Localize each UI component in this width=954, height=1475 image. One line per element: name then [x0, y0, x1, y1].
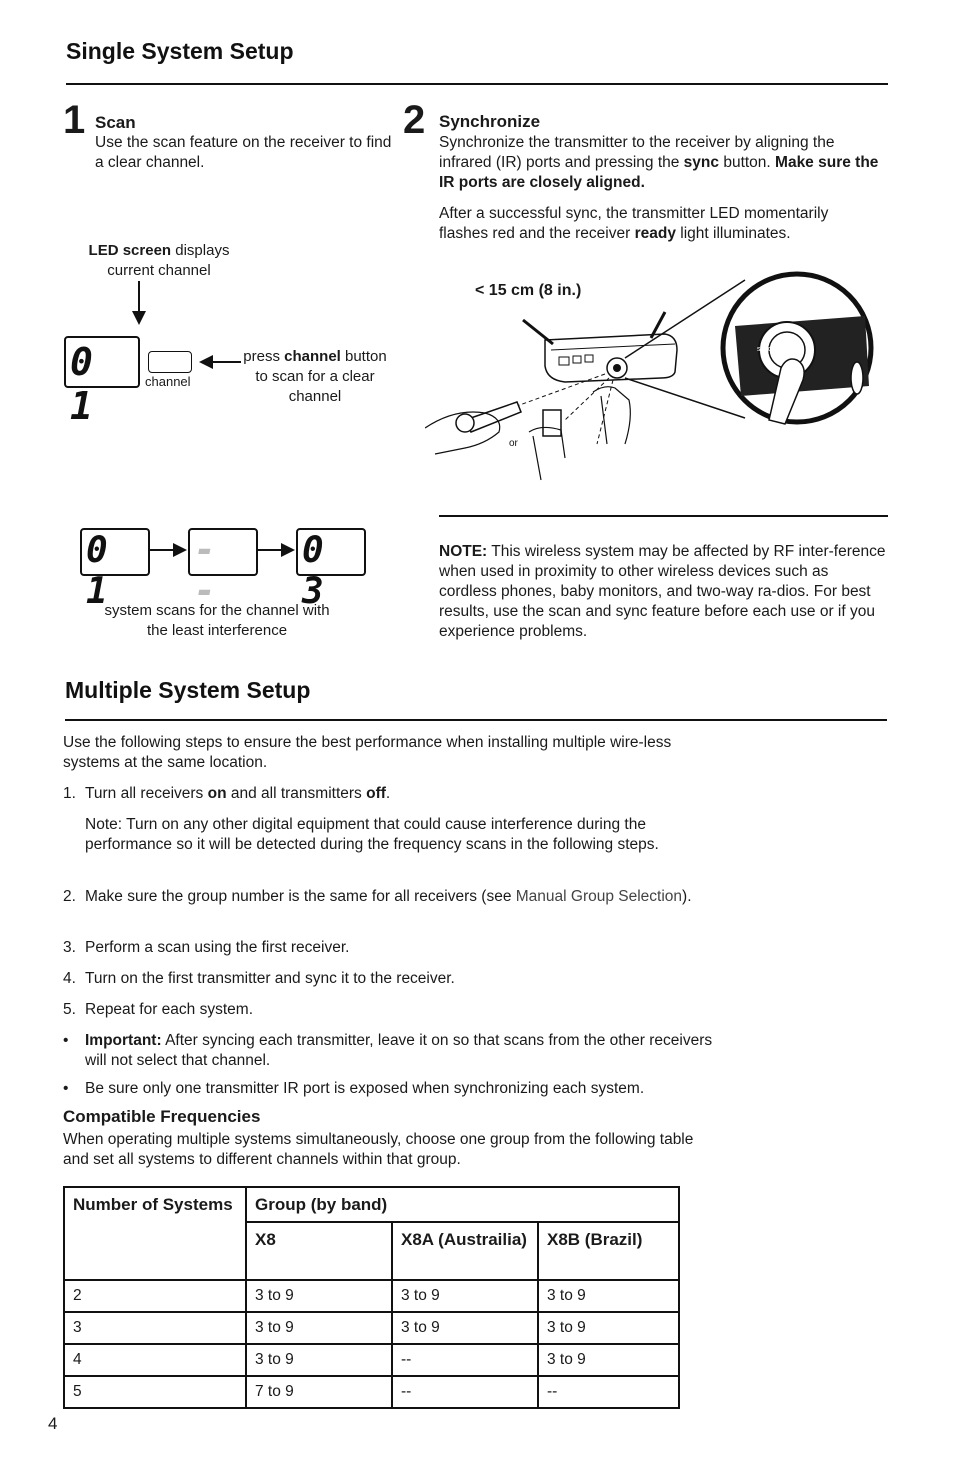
press-channel-caption: press channel button to scan for a clear channel: [243, 348, 387, 405]
table-cell: 7 to 9: [246, 1376, 392, 1408]
left-arrow-icon: [199, 353, 241, 371]
table-cell: 3 to 9: [392, 1280, 538, 1312]
down-arrow-icon: [129, 281, 149, 327]
note-divider: [439, 515, 888, 517]
right-arrow-icon: [149, 542, 187, 558]
note-text: NOTE: This wireless system may be affected by RF inter-ference when used in proximity to other wireless devices such as cordless phones, baby monitors, and two-way ra-dios. For best results, use the scan and sync feature before each use or if you experience problems.: [439, 543, 886, 640]
section-title-single: Single System Setup: [66, 38, 294, 64]
manual-group-selection-link[interactable]: Manual Group Selection: [515, 888, 683, 905]
channel-button-label: channel: [145, 374, 191, 389]
section-divider: [66, 83, 888, 85]
step-1-heading: Scan: [95, 113, 136, 132]
multiple-intro: Use the following steps to ensure the best performance when installing multiple wire-less systems at the same location.: [63, 734, 672, 771]
scan-display-scanning: - -: [188, 528, 258, 576]
col-header-x8: X8: [246, 1222, 392, 1280]
col-header-group: Group (by band): [246, 1187, 679, 1222]
frequency-table: [63, 1186, 680, 1409]
table-cell: 3 to 9: [246, 1280, 392, 1312]
step-2-paragraph-1: Synchronize the transmitter to the receiver by aligning the infrared (IR) ports and pressing the sync button. Make sure the IR ports are closely aligned.: [439, 134, 879, 191]
table-row: [64, 1376, 679, 1408]
table-cell: --: [392, 1344, 538, 1376]
table-row: [64, 1312, 679, 1344]
scan-display-result: 0 3: [296, 528, 366, 576]
list-note: Note: Turn on any other digital equipment that could cause interference during the performance so it will be detected during the frequency scans in the following steps.: [85, 816, 659, 853]
table-cell: 3: [64, 1312, 246, 1344]
list-item: • Be sure only one transmitter IR port is exposed when synchronizing each system.: [63, 1080, 645, 1097]
scan-display-start: 0 1: [80, 528, 150, 576]
led-screen-caption: LED screen displays current channel: [88, 242, 230, 279]
led-display: 0 1: [64, 336, 140, 388]
section-divider: [65, 719, 887, 721]
col-header-x8a: X8A (Austrailia): [392, 1222, 538, 1280]
zoom-sync-label: sync: [757, 346, 772, 353]
list-item: 3. Perform a scan using the first receiver.: [63, 939, 350, 956]
page-number: 4: [48, 1414, 58, 1433]
step-2-number: 2: [403, 98, 426, 142]
list-item: 2. Make sure the group number is the same for all receivers (see Manual Group Selection).: [63, 888, 692, 905]
table-cell: 3 to 9: [392, 1312, 538, 1344]
table-cell: 3 to 9: [246, 1312, 392, 1344]
table-row: [64, 1344, 679, 1376]
table-cell: 4: [64, 1344, 246, 1376]
col-header-x8b: X8B (Brazil): [538, 1222, 679, 1280]
list-item: • Important: After syncing each transmitter, leave it on so that scans from the other receivers will not select that channel.: [63, 1032, 713, 1069]
channel-button[interactable]: [148, 351, 192, 373]
table-cell: 3 to 9: [538, 1280, 679, 1312]
compatible-frequencies-heading: Compatible Frequencies: [63, 1107, 261, 1126]
or-label: or: [509, 438, 518, 449]
table-cell: 3 to 9: [538, 1312, 679, 1344]
table-header-row: [64, 1187, 679, 1222]
list-item: 4. Turn on the first transmitter and sync it to the receiver.: [63, 970, 455, 987]
right-arrow-icon: [257, 542, 295, 558]
table-cell: 5: [64, 1376, 246, 1408]
distance-label: < 15 cm (8 in.): [475, 282, 582, 299]
compatible-frequencies-text: When operating multiple systems simultaneously, choose one group from the following table and set all systems to different channels within that group.: [63, 1131, 694, 1168]
step-2-paragraph-2: After a successful sync, the transmitter LED momentarily flashes red and the receiver ready light illuminates.: [439, 205, 829, 242]
list-item: 5. Repeat for each system.: [63, 1001, 253, 1018]
table-row: [64, 1280, 679, 1312]
table-cell: 2: [64, 1280, 246, 1312]
section-title-multiple: Multiple System Setup: [65, 677, 311, 703]
step-1-text: Use the scan feature on the receiver to find a clear channel.: [95, 134, 392, 171]
table-cell: --: [392, 1376, 538, 1408]
col-header-systems: Number of Systems: [64, 1187, 246, 1280]
table-cell: 3 to 9: [538, 1344, 679, 1376]
table-cell: --: [538, 1376, 679, 1408]
step-1-number: 1: [63, 98, 86, 142]
table-cell: 3 to 9: [246, 1344, 392, 1376]
scan-caption: system scans for the channel with the least interference: [104, 602, 330, 639]
sync-illustration: [425, 268, 885, 483]
step-2-heading: Synchronize: [439, 112, 541, 131]
list-item: 1. Turn all receivers on and all transmitters off.: [63, 785, 391, 802]
